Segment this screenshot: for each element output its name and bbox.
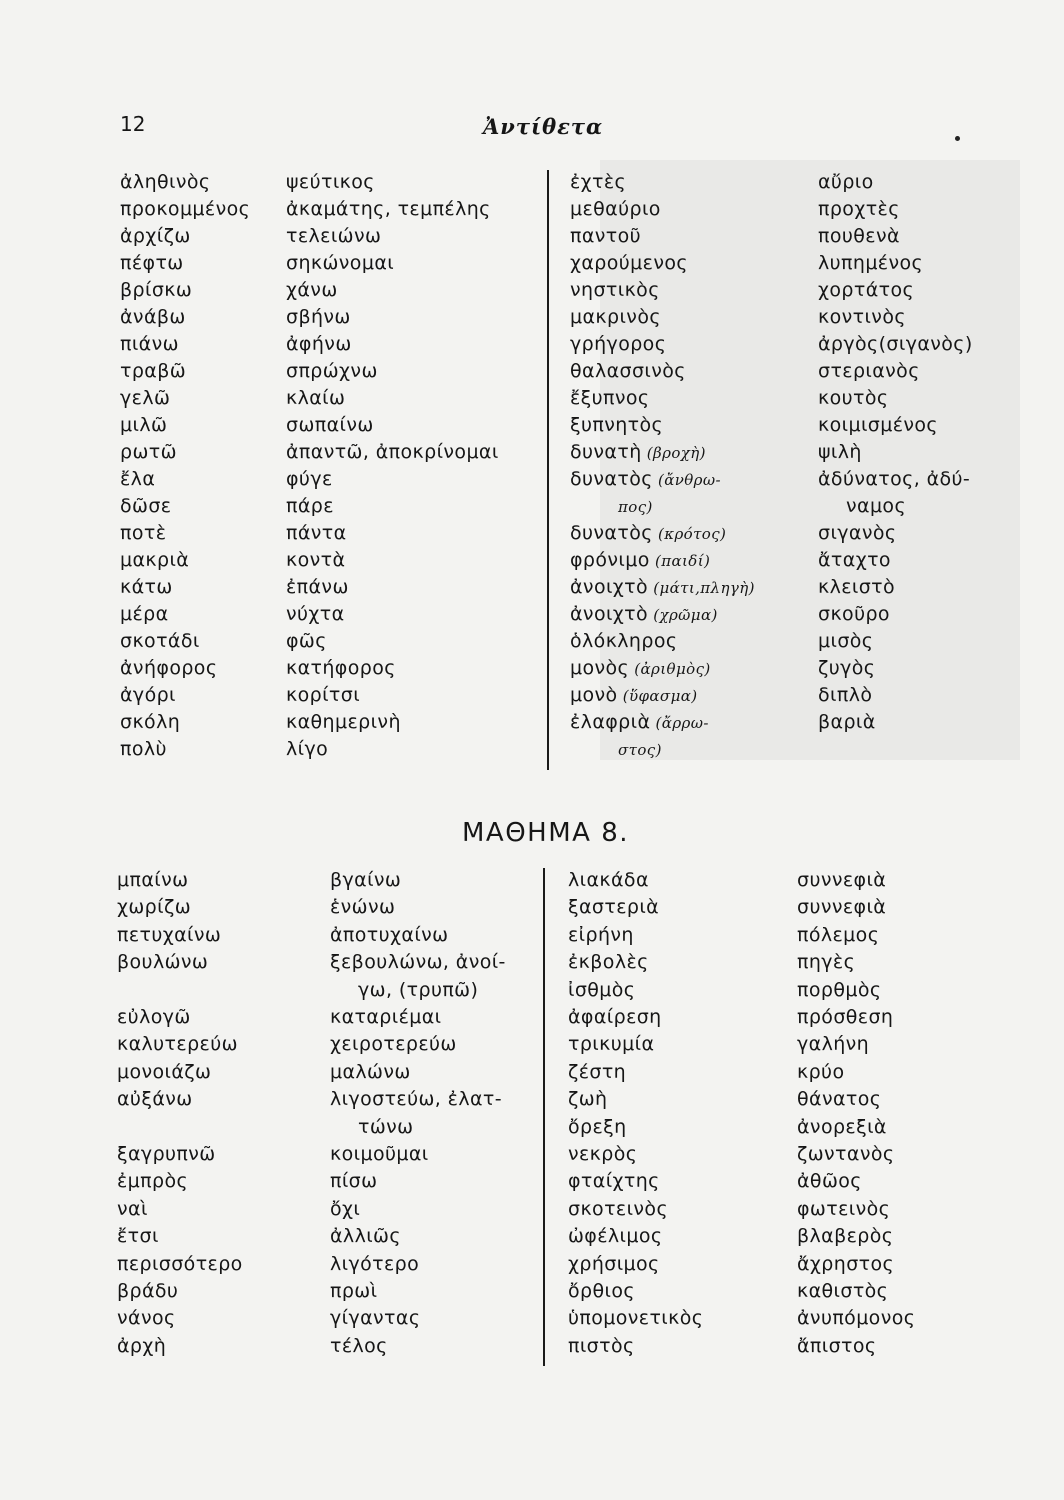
antonym-opposite: ἄταχτο [818,549,891,571]
word-text: κάτω [120,576,173,598]
antonym-opposite: ἄπιστος [797,1334,877,1357]
word-text: πιστὸς [568,1334,635,1357]
antonym-opposite: στεριανὸς [818,360,920,382]
antonym-opposite: σωπαίνω [286,414,374,436]
word-text: ἰσθμὸς [568,978,636,1001]
antonym-opposite: σιγανὸς [818,522,897,544]
antonym-opposite: καθιστὸς [797,1280,889,1302]
antonym-word [618,737,662,762]
word-text: ναὶ [117,1197,148,1220]
antonym-word [120,656,217,680]
word-text: νάνος [117,1307,176,1330]
word-text: μονοιάζω [117,1060,212,1083]
antonym-opposite: τέλος [330,1334,388,1357]
antonym-word [570,224,641,248]
antonym-word [120,413,167,437]
antonym-opposite: κοιμοῦμαι [330,1143,429,1165]
word-text: δυνατὸς [570,468,653,490]
word-text: προκομμένος [120,198,251,220]
word-note: (ἄρρω- [650,714,709,732]
word-note: πος) [618,498,653,516]
word-text: μιλῶ [120,414,168,436]
antonym-opposite: βγαίνω [330,869,402,891]
word-text: ἔλα [120,468,156,490]
antonym-word [117,1060,211,1084]
word-text: γρήγορος [570,333,667,355]
word-text: ἐκβολὲς [568,951,649,974]
word-text: μακρινὸς [570,306,661,328]
antonym-word [568,1115,627,1139]
antonym-word [117,923,221,947]
antonym-opposite: ἀθῶος [797,1170,862,1193]
word-text: ὑπομονετικὸς [568,1307,704,1330]
antonym-opposite: ψιλὴ [818,441,862,463]
antonym-opposite: ἀποτυχαίνω [330,923,449,946]
word-text: ἀρχὴ [117,1334,167,1357]
antonym-opposite: ἀνορεξιὰ [797,1115,887,1138]
word-text: γελῶ [120,387,171,409]
word-text: ἀφαίρεση [568,1006,662,1028]
antonym-word [568,1005,662,1029]
antonym-word [570,602,718,627]
word-text: περισσότερο [117,1252,243,1275]
antonym-word [570,521,726,546]
antonym-opposite: πουθενὰ [818,225,900,247]
antonym-word [120,305,186,329]
word-text: θαλασσινὸς [570,360,686,382]
word-text: νεκρὸς [568,1143,638,1165]
antonym-word [570,548,710,573]
column-divider [543,868,545,1366]
antonym-word [120,710,180,734]
antonym-opposite: ἀπαντῶ, ἀποκρίνομαι [286,441,499,463]
antonym-word [120,683,176,707]
antonym-opposite: κορίτσι [286,684,361,706]
antonym-opposite: προχτὲς [818,198,900,220]
antonym-opposite: ψεύτικος [286,171,375,193]
antonym-opposite: διπλὸ [818,684,873,706]
word-text: ἀνήφορος [120,657,218,679]
word-text: μπαίνω [117,869,189,891]
antonym-opposite: πίσω [330,1170,378,1193]
word-text: ὄρεξη [568,1115,627,1138]
word-note: (βροχὴ) [641,444,706,462]
word-note: (ὕφασμα) [617,687,698,705]
antonym-word [570,683,698,708]
word-text: βράδυ [117,1280,179,1302]
antonym-word [568,1142,637,1166]
antonym-opposite: βαριὰ [818,711,876,733]
word-text: σκοτάδι [120,630,200,652]
antonym-opposite: φωτεινὸς [797,1197,891,1220]
antonym-word [568,1279,635,1303]
antonym-word [117,1087,193,1111]
word-note: (παιδί) [649,552,711,570]
antonym-opposite: γαλήνη [797,1033,870,1056]
antonym-word [120,278,192,302]
antonym-opposite: χορτάτος [818,279,915,301]
antonym-word [568,978,635,1002]
word-text: μακριὰ [120,549,190,571]
antonym-opposite: καθημερινὴ [286,711,401,733]
antonym-word [570,386,650,410]
antonym-word [568,1197,668,1221]
antonym-opposite: χειροτερεύω [330,1033,457,1056]
antonym-word [117,950,208,974]
antonym-word [568,1169,660,1193]
word-note: (χρῶμα) [648,606,718,624]
antonym-word [570,197,661,221]
antonym-opposite: καταριέμαι [330,1006,442,1028]
antonym-word [117,1142,216,1166]
word-text: ἐχτὲς [570,171,627,193]
antonym-word [117,1334,166,1358]
antonym-opposite: φῶς [286,630,327,652]
antonym-word [117,895,191,919]
lesson-8-antonyms [0,868,1064,1378]
antonym-opposite: πορθμὸς [797,978,882,1001]
antonym-opposite: αὔριο [818,171,874,193]
word-text: ἀληθινὸς [120,171,211,193]
antonym-opposite: φύγε [286,468,333,490]
word-text: φρόνιμο [570,549,650,571]
word-text: εὐλογῶ [117,1006,191,1028]
word-text: ποτὲ [120,522,167,544]
antonym-word [117,1306,176,1330]
antonym-word [570,710,709,735]
word-note: (ἄνθρω- [652,471,721,489]
antonym-word [117,1169,188,1193]
word-text: ἐμπρὸς [117,1170,189,1193]
word-text: βουλώνω [117,951,209,974]
antonym-word [117,1252,243,1276]
word-text: τρικυμία [568,1033,655,1056]
antonym-word [570,359,686,383]
antonym-opposite: ἄχρηστος [797,1252,895,1275]
word-text: μέρα [120,603,169,625]
antonym-opposite: σηκώνομαι [286,252,395,274]
word-text: ὠφέλιμος [568,1225,663,1248]
antonym-word [120,629,200,653]
antonym-opposite: λιγοστεύω, ἐλατ- [330,1088,503,1111]
antonym-opposite: ναμος [846,495,907,517]
word-text: ζωὴ [568,1088,608,1111]
antonym-opposite: νύχτα [286,603,345,625]
antonym-opposite: λιγότερο [330,1252,420,1275]
word-text: παντοῦ [570,225,642,247]
antonym-opposite: ἐπάνω [286,576,349,598]
antonym-opposite: κουτὸς [818,387,889,409]
word-text: ξαγρυπνῶ [117,1143,216,1165]
antonym-opposite: τώνω [358,1115,414,1138]
antonym-opposite: κλειστὸ [818,576,896,598]
antonym-opposite: κοντὰ [286,549,346,571]
word-text: εἰρήνη [568,923,634,946]
antonym-opposite: ἀκαμάτης, τεμπέλης [286,198,491,220]
antonym-word [117,868,188,892]
word-text: δῶσε [120,495,172,517]
antonym-opposite: ἀφήνω [286,333,352,355]
antonym-word [568,923,634,947]
word-note: (μάτι,πληγὴ) [648,579,755,597]
word-text: καλυτερεύω [117,1033,238,1056]
antonym-word [117,1224,159,1248]
word-text: χαρούμενος [570,252,688,274]
word-text: ἐλαφριὰ [570,711,651,733]
antonym-word [568,950,649,974]
antonym-word [568,1224,662,1248]
antonym-word [568,895,659,919]
antonym-opposite: κλαίω [286,387,346,409]
antonym-word [568,1306,703,1330]
antonym-word [570,656,711,681]
antonym-opposite: ξεβουλώνω, ἀνοί- [330,951,506,974]
antonym-opposite: πόλεμος [797,923,880,946]
antonym-word [568,1032,654,1056]
antonym-opposite: ὄχι [330,1197,361,1220]
word-text: μονὸ [570,684,618,706]
antonym-word [117,1197,148,1221]
word-text: πέφτω [120,252,184,274]
word-text: πετυχαίνω [117,923,222,946]
antonym-word [117,1005,191,1029]
antonym-word [570,251,688,275]
antonym-opposite: πάντα [286,522,347,544]
antonym-opposite: ἑνώνω [330,896,396,919]
word-text: ὄρθιος [568,1280,635,1302]
ink-dot [955,136,960,141]
antonym-word [120,494,171,518]
word-text: ξαστεριὰ [568,896,660,919]
word-text: ἔτσι [117,1225,159,1248]
antonym-opposite: πάρε [286,495,334,517]
word-text: μονὸς [570,657,630,679]
word-text: πιάνω [120,333,179,355]
antonym-opposite: θάνατος [797,1088,882,1111]
antonym-word [120,386,170,410]
antonym-opposite: μισὸς [818,630,874,652]
antonym-opposite: γίγαντας [330,1307,421,1330]
antonym-word [570,332,666,356]
page-number: 12 [120,112,146,136]
word-text: δυνατὴ [570,441,642,463]
word-note: στος) [618,741,662,759]
word-text: ὁλόκληρος [570,630,678,652]
antonym-word [570,413,663,437]
antonym-word [570,467,721,492]
antonym-opposite: ἀδύνατος, ἀδύ- [818,468,971,490]
antonym-opposite: σπρώχνω [286,360,378,382]
antonym-word [568,1060,626,1084]
antonym-opposite: πηγὲς [797,951,856,974]
antonym-word [570,440,706,465]
antonym-opposite: κοιμισμένος [818,414,938,436]
antonym-word [568,1334,635,1358]
word-text: σκόλη [120,711,181,733]
antonym-word [120,548,189,572]
antonym-word [120,737,167,761]
word-note: (ἀριθμὸς) [629,660,711,678]
antonym-word [120,251,184,275]
page-header [0,110,1064,146]
word-text: βρίσκω [120,279,193,301]
antonym-opposite: κοντινὸς [818,306,906,328]
antonym-word [570,629,677,653]
antonym-word [570,278,660,302]
word-text: ρωτῶ [120,441,177,463]
word-text: χωρίζω [117,896,192,919]
antonym-word [570,305,661,329]
antonym-opposite: κρύο [797,1060,845,1083]
word-note: (κρότος) [652,525,727,543]
antonym-opposite: γω, (τρυπῶ) [358,978,479,1001]
antonym-opposite: συννεφιὰ [797,869,887,891]
antonym-opposite: σβήνω [286,306,351,328]
antonym-opposite: λίγο [286,738,329,760]
column-divider [547,170,549,770]
antonym-word [120,440,177,464]
word-text: δυνατὸς [570,522,653,544]
antonym-opposite: μαλώνω [330,1060,411,1083]
antonym-opposite: κατήφορος [286,657,396,679]
word-text: ἀνάβω [120,306,186,328]
antonym-opposite: ἀργὸς(σιγανὸς) [818,333,973,355]
antonym-word [120,332,179,356]
antonym-word [120,467,155,491]
antonym-word [570,170,626,194]
antonym-opposite: πρωὶ [330,1280,378,1302]
antonym-opposite: χάνω [286,279,338,301]
word-text: χρήσιμος [568,1252,660,1275]
antonym-word [120,170,210,194]
antonym-opposite: βλαβερὸς [797,1225,894,1248]
antonym-word [117,1032,238,1056]
antonym-opposite: συννεφιὰ [797,896,887,919]
word-text: ἀρχίζω [120,225,191,247]
antonym-word [568,1252,660,1276]
word-text: φταίχτης [568,1170,660,1193]
antonym-word [120,521,166,545]
word-text: λιακάδα [568,869,649,891]
antonym-word [120,359,186,383]
antonym-word [117,1279,178,1303]
lesson-heading: ΜΑΘΗΜΑ 8. [462,818,630,848]
antonym-word [618,494,653,519]
antonym-word [120,197,250,221]
word-text: ἀνοιχτὸ [570,603,649,625]
antonym-word [568,868,649,892]
antonym-word [120,224,191,248]
word-text: ξυπνητὸς [570,414,664,436]
word-text: ἀνοιχτὸ [570,576,649,598]
antonym-opposite: πρόσθεση [797,1006,894,1028]
antonym-opposite: ἀλλιῶς [330,1225,401,1248]
word-text: σκοτεινὸς [568,1197,668,1220]
word-text: πολὺ [120,738,167,760]
word-text: νηστικὸς [570,279,660,301]
word-text: ἀγόρι [120,684,176,706]
lesson-7-antonyms [0,170,1064,780]
word-text: ζέστη [568,1060,627,1083]
antonym-opposite: ζωντανὸς [797,1143,895,1165]
word-text: αὐξάνω [117,1088,193,1111]
antonym-word [570,575,755,600]
antonym-word [120,575,173,599]
word-text: μεθαύριο [570,198,661,220]
word-text: τραβῶ [120,360,187,382]
antonym-opposite: σκοῦρο [818,603,890,625]
antonym-opposite: λυπημένος [818,252,924,274]
antonym-opposite: ζυγὸς [818,657,876,679]
antonym-word [568,1087,608,1111]
word-text: ἔξυπνος [570,387,650,409]
running-title: Ἀντίθετα [483,114,604,139]
antonym-opposite: ἀνυπόμονος [797,1307,916,1330]
antonym-opposite: τελειώνω [286,225,382,247]
antonym-word [120,602,169,626]
